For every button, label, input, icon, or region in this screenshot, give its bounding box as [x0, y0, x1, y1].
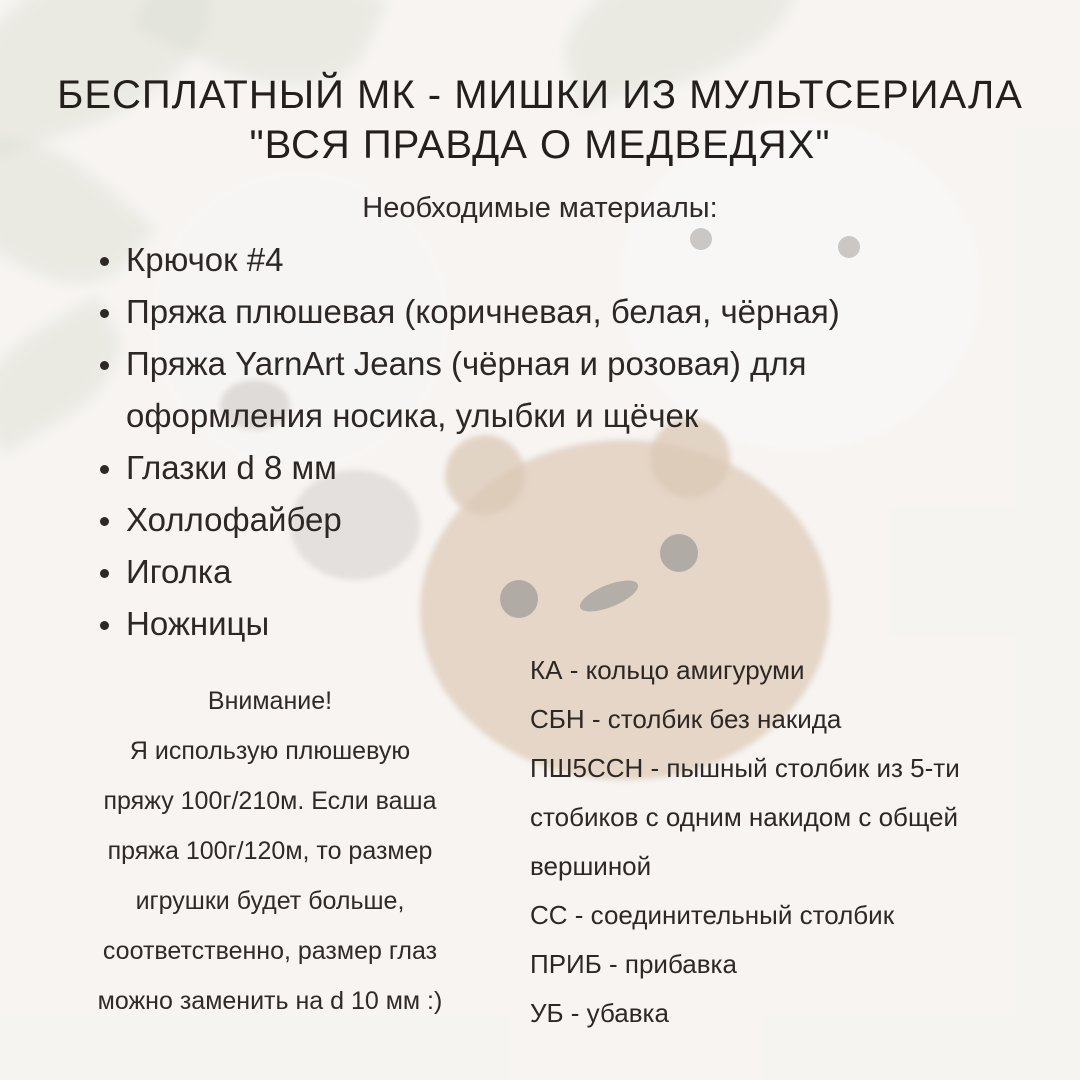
attention-heading: Внимание! [207, 687, 333, 715]
attention-text-line: пряжа 100г/120м, то размер [107, 837, 433, 865]
abbreviation-item: СБН - столбик без накида [530, 704, 842, 734]
list-item: Холлофайбер [96, 494, 996, 546]
title-line-2: "ВСЯ ПРАВДА О МЕДВЕДЯХ" [249, 123, 831, 167]
list-item: Ножницы [96, 598, 996, 650]
abbreviation-item: ПРИБ - прибавка [530, 949, 737, 979]
attention-text-line: соответственно, размер глаз [102, 937, 438, 965]
attention-text-line: можно заменить на d 10 мм :) [97, 987, 443, 1015]
attention-text-line: пряжу 100г/210м. Если ваша [103, 787, 437, 815]
title-line-1: БЕСПЛАТНЫЙ МК - МИШКИ ИЗ МУЛЬТСЕРИАЛА [57, 73, 1023, 117]
abbreviation-item: КА - кольцо амигуруми [530, 655, 805, 685]
abbreviation-item: ПШ5ССН - пышный столбик из 5-ти стобиков с одним накидом с общей вершиной [530, 753, 960, 881]
list-item: Пряжа плюшевая (коричневая, белая, чёрная) [96, 286, 996, 338]
abbreviations-list [530, 646, 1070, 1038]
list-item: Крючок #4 [96, 234, 996, 286]
list-item: Глазки d 8 мм [96, 442, 996, 494]
abbreviation-item: СС - соединительный столбик [530, 900, 895, 930]
abbreviation-item: УБ - убавка [530, 998, 669, 1028]
attention-text-line: игрушки будет больше, [135, 887, 405, 915]
page-title [0, 70, 1080, 170]
list-item: Пряжа YarnArt Jeans (чёрная и розовая) для оформления носика, улыбки и щёчек [96, 338, 926, 442]
list-item: Иголка [96, 546, 996, 598]
materials-list [96, 234, 996, 650]
materials-heading: Необходимые материалы: [362, 192, 718, 224]
attention-text-line: Я использую плюшевую [129, 737, 411, 765]
attention-note [40, 676, 500, 1026]
